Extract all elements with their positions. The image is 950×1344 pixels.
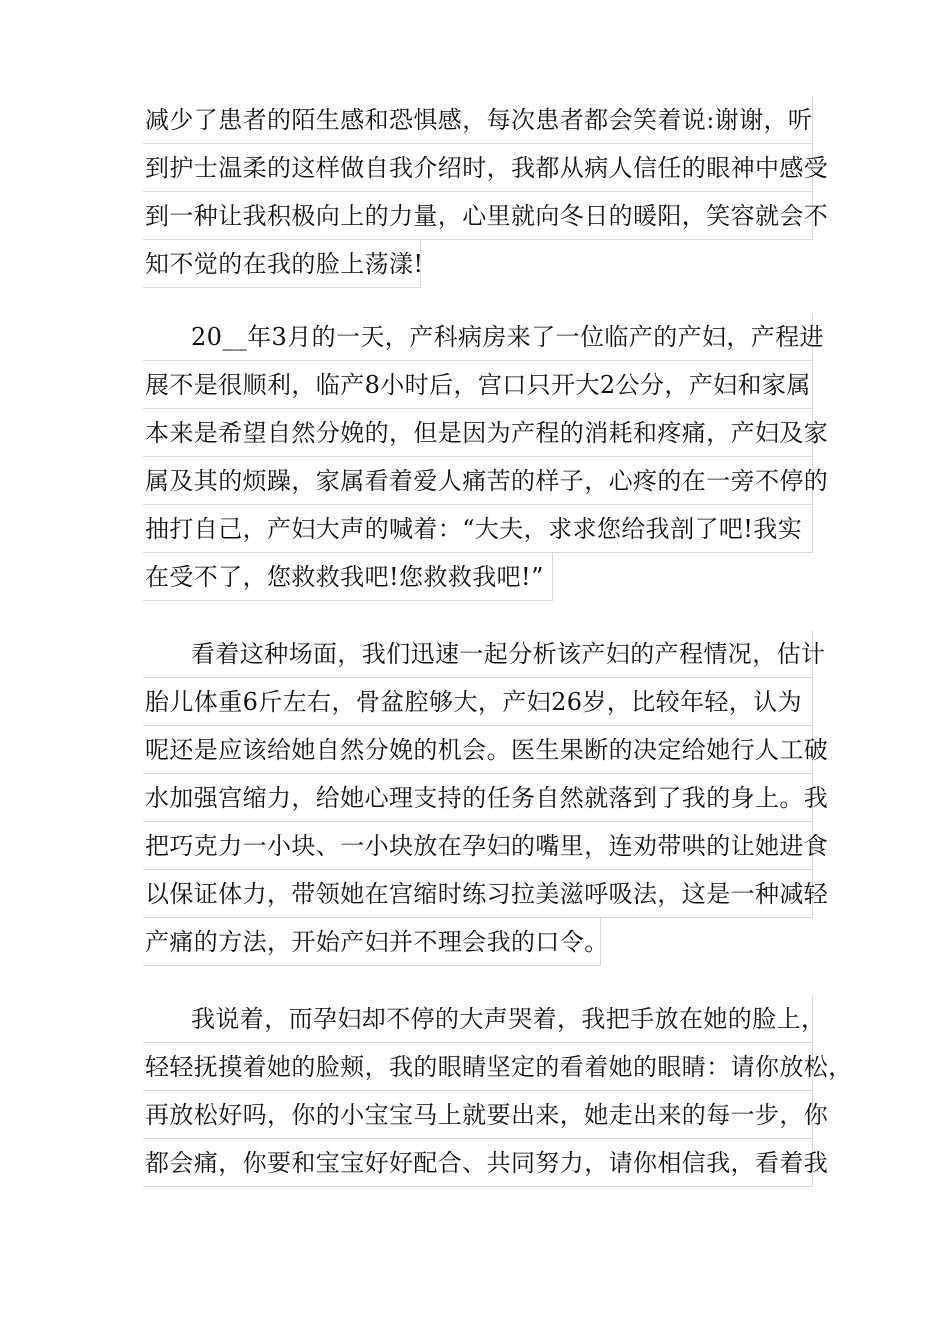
text-line: 20__年3月的一天，产科病房来了一位临产的产妇，产程进 — [143, 313, 813, 361]
text-line: 减少了患者的陌生感和恐惧感，每次患者都会笑着说:谢谢，听 — [143, 96, 813, 144]
text-line: 把巧克力一小块、一小块放在孕妇的嘴里，连劝带哄的让她进食 — [143, 822, 813, 870]
text-line: 展不是很顺利，临产8小时后，宫口只开大2公分，产妇和家属 — [143, 361, 813, 409]
paragraph-1 — [143, 96, 829, 288]
text-line: 本来是希望自然分娩的，但是因为产程的消耗和疼痛，产妇及家 — [143, 409, 813, 457]
text-line: 轻轻抚摸着她的脸颊，我的眼睛坚定的看着她的眼睛：请你放松， — [143, 1043, 813, 1091]
text-line: 我说着，而孕妇却不停的大声哭着，我把手放在她的脸上， — [143, 995, 813, 1043]
text-line: 呢还是应该给她自然分娩的机会。医生果断的决定给她行人工破 — [143, 726, 813, 774]
text-line: 到一种让我积极向上的力量，心里就向冬日的暖阳，笑容就会不 — [143, 192, 813, 240]
text-line: 知不觉的在我的脸上荡漾! — [143, 240, 421, 288]
text-line: 看着这种场面，我们迅速一起分析该产妇的产程情况，估计 — [143, 630, 813, 678]
text-line: 属及其的烦躁，家属看着爱人痛苦的样子，心疼的在一旁不停的 — [143, 457, 813, 505]
text-line: 都会痛，你要和宝宝好好配合、共同努力，请你相信我，看着我 — [143, 1139, 813, 1187]
text-line: 到护士温柔的这样做自我介绍时，我都从病人信任的眼神中感受 — [143, 144, 813, 192]
paragraph-4 — [143, 995, 853, 1187]
text-line: 以保证体力，带领她在宫缩时练习拉美滋呼吸法，这是一种减轻 — [143, 870, 813, 918]
paragraph-2 — [143, 313, 829, 601]
text-line: 胎儿体重6斤左右，骨盆腔够大，产妇26岁，比较年轻，认为 — [143, 678, 813, 726]
text-line: 水加强宫缩力，给她心理支持的任务自然就落到了我的身上。我 — [143, 774, 813, 822]
text-line: 抽打自己，产妇大声的喊着：“大夫，求求您给我剖了吧!我实 — [143, 505, 813, 553]
text-line: 再放松好吗，你的小宝宝马上就要出来，她走出来的每一步，你 — [143, 1091, 813, 1139]
paragraph-3 — [143, 630, 829, 966]
text-line: 产痛的方法，开始产妇并不理会我的口令。 — [143, 918, 601, 966]
text-line: 在受不了，您救救我吧!您救救我吧!” — [143, 553, 553, 601]
